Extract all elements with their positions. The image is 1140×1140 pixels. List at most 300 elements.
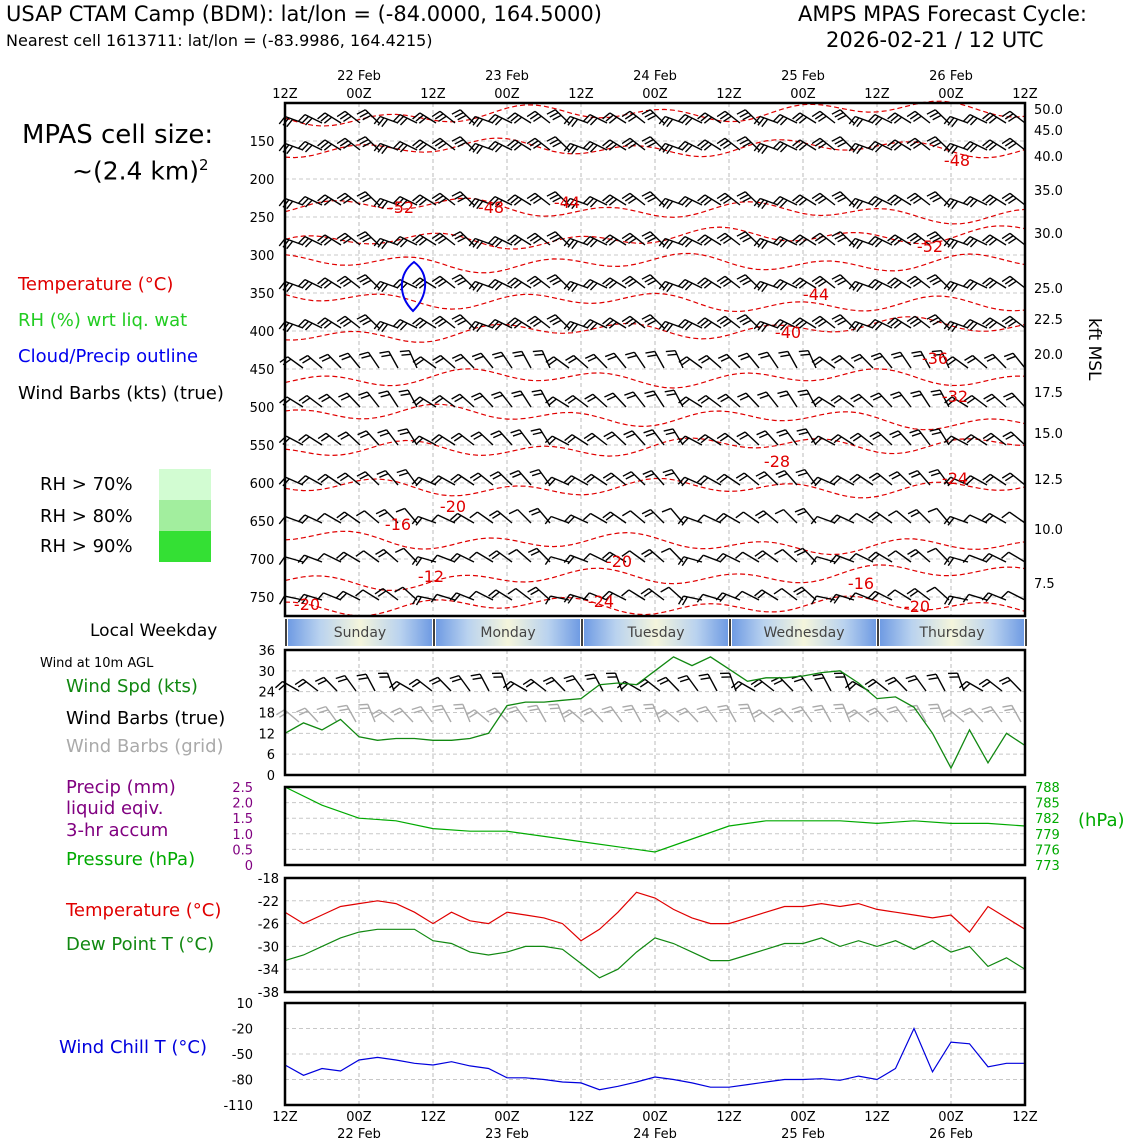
temperature-contour-label: -40 xyxy=(774,323,802,342)
grid-wind-barb xyxy=(371,708,394,729)
wind-barb xyxy=(400,348,417,372)
wind-barb xyxy=(1002,314,1025,335)
wind-barb xyxy=(527,274,550,295)
barb-shaft xyxy=(860,354,873,368)
top-time-label: 00Z xyxy=(790,87,816,102)
pressure-ytick-label: 785 xyxy=(1035,796,1060,812)
wind-barb xyxy=(888,509,911,530)
wind-barb xyxy=(869,471,892,492)
barb-shaft xyxy=(480,674,489,691)
wind-barb xyxy=(337,136,360,157)
barb-shaft xyxy=(780,708,793,722)
legend-windchill: Wind Chill T (°C) xyxy=(59,1037,207,1058)
barb-shaft xyxy=(499,431,512,445)
barb-shaft xyxy=(935,587,949,600)
wind-barb xyxy=(357,273,379,295)
barb-shaft xyxy=(705,435,721,445)
barb-shaft xyxy=(704,515,721,523)
barb-shaft xyxy=(919,430,930,445)
wind-barb xyxy=(907,109,930,130)
barb-shaft xyxy=(970,515,987,523)
barb-shaft xyxy=(766,392,778,407)
barb-shaft xyxy=(521,391,531,407)
wind-barb xyxy=(318,316,341,335)
barb-shaft xyxy=(286,436,303,445)
barb-shaft xyxy=(594,354,607,368)
barb-shaft xyxy=(1008,677,1021,691)
barb-shaft xyxy=(287,397,303,407)
barb-shaft xyxy=(440,396,455,407)
wind-barb xyxy=(963,594,987,609)
barb-shaft xyxy=(730,673,736,691)
barb-shaft xyxy=(522,351,531,368)
wind-barb xyxy=(642,135,664,157)
wind-barb xyxy=(678,556,702,571)
wind-barb xyxy=(512,349,531,373)
surface-wind-barb xyxy=(389,680,413,699)
wind-barb xyxy=(849,320,873,336)
barb-shaft xyxy=(629,590,645,600)
wind-barb xyxy=(413,193,436,212)
wind-ytick-label: 30 xyxy=(258,664,275,680)
wind-barb xyxy=(527,191,550,212)
wind-barb xyxy=(1002,109,1025,130)
temperature-contour-label: -20 xyxy=(293,595,321,614)
wind-barb xyxy=(547,108,569,130)
barb-shaft xyxy=(704,476,721,485)
wind-barb xyxy=(754,142,778,158)
barb-shaft xyxy=(1008,591,1025,600)
pressure-ytick-label: 779 xyxy=(1035,827,1060,843)
wind-barb xyxy=(469,280,493,296)
barb-shaft xyxy=(857,514,873,524)
barb-shaft xyxy=(896,707,907,722)
barb-shaft xyxy=(400,142,417,150)
wind-barb xyxy=(1003,391,1025,413)
barb-feather xyxy=(622,703,631,710)
barb-shaft xyxy=(400,708,413,722)
barb-shaft xyxy=(685,436,702,445)
wind-barb xyxy=(470,510,493,530)
barb-shaft xyxy=(305,708,318,722)
wind-barb xyxy=(279,476,303,493)
precip-ytick-label: 1.5 xyxy=(232,812,253,828)
wind-barb xyxy=(793,111,816,130)
barb-shaft xyxy=(497,551,512,562)
wind-barb xyxy=(532,388,550,412)
wind-barb xyxy=(831,433,854,453)
surface-wind-barb xyxy=(885,675,907,697)
wind-barb xyxy=(603,111,626,130)
pressure-tick-label: 700 xyxy=(249,553,275,568)
barb-shaft xyxy=(723,554,740,562)
barb-shaft xyxy=(345,473,360,485)
wind-barb xyxy=(890,390,911,413)
wind-barb xyxy=(451,431,474,452)
top-date-label: 26 Feb xyxy=(929,69,973,84)
wind-barb xyxy=(927,546,949,568)
wind-barb xyxy=(964,433,987,453)
bottom-date-label: 25 Feb xyxy=(781,1127,825,1140)
pressure-tick-label: 300 xyxy=(249,249,275,264)
wind-ytick-label: 0 xyxy=(266,769,275,784)
kft-axis-label: kft MSL xyxy=(1084,318,1104,381)
bottom-time-label: 12Z xyxy=(716,1110,742,1125)
surface-wind-barb xyxy=(999,675,1021,697)
barb-feather xyxy=(585,672,594,679)
wind-barb xyxy=(412,435,436,453)
wind-barb xyxy=(944,320,968,336)
wind-barb xyxy=(666,348,683,372)
barb-shaft xyxy=(573,396,588,407)
kft-tick-label: 12.5 xyxy=(1034,473,1063,488)
wind-barb xyxy=(944,115,968,131)
wind-barb xyxy=(489,509,512,530)
barb-shaft xyxy=(590,708,603,722)
barb-shaft xyxy=(970,708,983,722)
barb-shaft xyxy=(400,115,417,123)
barb-shaft xyxy=(540,429,550,445)
barb-feather xyxy=(717,703,726,710)
barb-feather xyxy=(799,348,808,354)
barb-shaft xyxy=(839,396,854,407)
wind-barb xyxy=(318,193,341,212)
barb-shaft xyxy=(442,705,451,722)
wind-barb xyxy=(717,314,740,335)
wind-barb xyxy=(909,468,930,491)
temperature-contour-label: -12 xyxy=(417,567,445,586)
temperature-contour-label: -48 xyxy=(477,198,505,217)
hpa-label: (hPa) xyxy=(1078,810,1125,831)
grid-wind-barb xyxy=(982,704,1002,727)
barb-shaft xyxy=(780,142,797,150)
barb-shaft xyxy=(936,674,945,691)
pressure-tick-label: 200 xyxy=(249,173,275,188)
temp-ytick-label: -30 xyxy=(257,940,279,956)
barb-shaft xyxy=(990,514,1006,524)
barb-shaft xyxy=(856,554,873,562)
wind-barb xyxy=(319,352,341,374)
windchill-ytick-label: -20 xyxy=(231,1022,253,1038)
grid-wind-barb xyxy=(846,708,869,729)
barb-shaft xyxy=(477,512,493,523)
wind-barb xyxy=(755,588,778,607)
kft-tick-label: 20.0 xyxy=(1034,348,1063,363)
wind-barb xyxy=(565,394,588,414)
pressure-tick-label: 600 xyxy=(249,477,275,492)
chart-title: USAP CTAM Camp (BDM): lat/lon = (-84.0000, 164.5000) xyxy=(6,2,602,26)
wind-barb xyxy=(907,136,930,157)
wind-barb xyxy=(622,588,645,607)
wind-barb xyxy=(511,427,531,450)
barb-feather xyxy=(358,702,367,708)
bottom-time-label: 12Z xyxy=(864,1110,890,1125)
barb-shaft xyxy=(762,590,778,600)
wind-barb xyxy=(757,390,778,413)
barb-shaft xyxy=(632,431,645,445)
wind-barb xyxy=(888,233,911,252)
temperature-contour-label: -24 xyxy=(587,592,615,611)
wind-barb xyxy=(758,350,778,373)
barb-shaft xyxy=(495,280,512,288)
kft-tick-label: 40.0 xyxy=(1034,150,1063,165)
wind-barb xyxy=(585,392,607,413)
barb-shaft xyxy=(347,393,360,407)
weekday-label: Tuesday xyxy=(627,625,685,641)
barb-shaft xyxy=(516,589,531,600)
surface-wind-barb xyxy=(409,677,432,698)
barb-feather xyxy=(545,515,551,524)
temperature-contour xyxy=(285,254,1025,273)
grid-wind-barb xyxy=(656,708,679,729)
bottom-date-label: 23 Feb xyxy=(485,1127,529,1140)
grid-wind-barb xyxy=(466,708,489,729)
surface-wind-barb xyxy=(834,670,850,694)
weekday-label: Thursday xyxy=(919,625,985,641)
barb-feather xyxy=(697,594,703,603)
kft-tick-label: 10.0 xyxy=(1034,523,1063,538)
barb-shaft xyxy=(685,115,702,123)
wind-barb xyxy=(717,231,740,252)
wind-barb xyxy=(662,506,683,529)
barb-shaft xyxy=(727,705,736,722)
wind-barb xyxy=(737,273,759,295)
wind-barb xyxy=(357,230,379,252)
wind-barb xyxy=(737,108,759,130)
wind-barb xyxy=(279,115,303,131)
wind-barb xyxy=(736,471,759,492)
barb-feather xyxy=(888,549,896,558)
wind-barb xyxy=(736,551,759,570)
barb-shaft xyxy=(666,677,679,691)
barb-shaft xyxy=(991,707,1002,722)
wind-barb xyxy=(564,474,588,493)
barb-feather xyxy=(453,702,462,708)
barb-shaft xyxy=(879,393,892,407)
barb-shaft xyxy=(970,320,987,328)
wind-barb xyxy=(698,433,721,453)
wind-barb xyxy=(432,109,455,130)
wind-barb xyxy=(336,590,360,608)
barb-shaft xyxy=(552,677,565,691)
wind-barb xyxy=(910,427,930,450)
wind-barb xyxy=(944,280,968,296)
top-time-label: 12Z xyxy=(272,87,298,102)
wind-barb xyxy=(888,276,911,295)
wind-barb xyxy=(470,471,493,492)
surface-wind-barb xyxy=(315,675,337,697)
wind-barb xyxy=(850,431,873,452)
wind-barb xyxy=(395,546,417,568)
legend-rh70: RH > 70% xyxy=(40,474,133,495)
wind-barb xyxy=(546,395,569,414)
barb-shaft xyxy=(610,512,626,523)
wind-barb xyxy=(1002,191,1025,212)
pressure-tick-label: 450 xyxy=(249,363,275,378)
legend-rh: RH (%) wrt liq. wat xyxy=(18,310,188,331)
barb-shaft xyxy=(675,351,683,368)
bottom-date-label: 26 Feb xyxy=(929,1127,973,1140)
barb-feather xyxy=(833,702,842,708)
barb-feather xyxy=(431,594,437,603)
barb-feather xyxy=(622,588,629,597)
barb-feather xyxy=(645,349,654,356)
wind-barb xyxy=(849,115,873,131)
wind-barb xyxy=(811,435,835,453)
wind-barb xyxy=(812,109,835,130)
wind-barb xyxy=(527,109,550,130)
barb-feather xyxy=(317,552,324,561)
top-time-label: 00Z xyxy=(494,87,520,102)
barb-shaft xyxy=(743,512,759,523)
barb-shaft xyxy=(877,473,892,485)
wind-barb xyxy=(564,237,588,253)
wind-barb xyxy=(622,136,645,157)
barb-shaft xyxy=(970,237,987,245)
barb-shaft xyxy=(876,552,892,562)
precip-ytick-label: 0 xyxy=(244,859,253,874)
wind-barb xyxy=(1002,274,1025,295)
wind-barb xyxy=(337,471,360,492)
surface-wind-barb xyxy=(906,673,926,696)
top-date-label: 23 Feb xyxy=(485,69,529,84)
wind-barb xyxy=(585,352,607,374)
wind-barb xyxy=(774,548,797,569)
barb-shaft xyxy=(542,351,550,368)
wind-barb xyxy=(697,594,721,609)
wind-barb xyxy=(452,190,474,212)
barb-feather xyxy=(738,702,747,708)
wind-barb xyxy=(432,274,455,295)
barb-shaft xyxy=(591,514,607,524)
wind-barb xyxy=(831,394,854,414)
wind-barb xyxy=(603,233,626,252)
barb-shaft xyxy=(1009,552,1025,562)
wind-barb xyxy=(698,111,721,130)
barb-shaft xyxy=(367,392,379,407)
wind-barb xyxy=(659,197,683,213)
wind-barb xyxy=(832,108,854,130)
wind-barb xyxy=(413,111,436,130)
top-date-label: 24 Feb xyxy=(633,69,677,84)
wind-barb xyxy=(279,320,303,336)
wind-barb xyxy=(642,273,664,295)
wind-barb xyxy=(603,316,626,335)
wind-barb xyxy=(755,509,778,530)
top-time-label: 12Z xyxy=(716,87,742,102)
kft-tick-label: 45.0 xyxy=(1034,124,1063,139)
wind-barb xyxy=(489,549,512,569)
wind-barb xyxy=(851,392,873,413)
wind-ytick-label: 18 xyxy=(258,706,275,722)
barb-shaft xyxy=(552,436,569,445)
barb-feather xyxy=(356,509,364,518)
wind-barb xyxy=(659,320,683,336)
kft-tick-label: 15.0 xyxy=(1034,427,1063,442)
barb-shaft xyxy=(590,320,607,328)
cell-size-text: ~(2.4 km) xyxy=(72,156,199,186)
bottom-date-label: 22 Feb xyxy=(337,1127,381,1140)
barb-shaft xyxy=(368,352,379,368)
legend-wind-spd: Wind Spd (kts) xyxy=(66,676,198,697)
pressure-ytick-label: 773 xyxy=(1035,859,1060,874)
surface-wind-barb xyxy=(492,670,508,694)
barb-feather xyxy=(798,388,807,395)
barb-shaft xyxy=(634,352,645,368)
pressure-tick-label: 400 xyxy=(249,325,275,340)
wind-barb xyxy=(812,136,835,157)
barb-shaft xyxy=(970,197,987,205)
barb-shaft xyxy=(439,435,455,445)
grid-wind-barb xyxy=(717,703,736,727)
wind-barb xyxy=(508,316,531,335)
wind-barb xyxy=(983,233,1006,252)
wind-barb xyxy=(678,476,702,493)
top-time-label: 00Z xyxy=(938,87,964,102)
barb-shaft xyxy=(495,115,512,123)
barb-feather xyxy=(356,549,364,558)
grid-wind-barb xyxy=(771,706,793,728)
surface-wind-barb xyxy=(979,677,1002,698)
barb-feather xyxy=(471,672,480,679)
wind-barb xyxy=(754,280,778,296)
barb-feather xyxy=(643,702,652,708)
bottom-time-label: 00Z xyxy=(494,1110,520,1125)
pressure-tick-label: 550 xyxy=(249,439,275,454)
barb-shaft xyxy=(900,352,911,368)
wind-barb xyxy=(431,474,455,493)
wind-barb xyxy=(698,316,721,335)
grid-wind-barb xyxy=(812,703,831,727)
wind-barb xyxy=(529,506,550,529)
barb-feather xyxy=(508,587,516,596)
barb-shaft xyxy=(288,357,303,368)
grid-wind-barb xyxy=(432,703,451,727)
barb-shaft xyxy=(571,515,588,523)
wind-barb xyxy=(357,108,379,130)
barb-feather xyxy=(280,595,285,604)
barb-feather xyxy=(661,546,670,554)
barb-feather xyxy=(1002,510,1010,519)
wind-barb xyxy=(698,233,721,252)
temperature-contour-label: -32 xyxy=(941,387,969,406)
barb-feather xyxy=(508,548,516,557)
bottom-date-label: 24 Feb xyxy=(633,1127,677,1140)
barb-feather xyxy=(583,552,590,561)
wind-barb xyxy=(622,314,645,335)
barb-shaft xyxy=(970,476,987,485)
wind-barb xyxy=(983,316,1006,335)
barb-shaft xyxy=(970,115,987,123)
surface-wind-barb xyxy=(450,673,470,696)
surface-wind-barb xyxy=(678,673,698,696)
top-time-label: 12Z xyxy=(420,87,446,102)
wind-barb xyxy=(491,429,512,451)
barb-shaft xyxy=(808,351,816,368)
tick-label-layer xyxy=(223,69,1062,1140)
wind-barb xyxy=(374,320,398,336)
temperature-contour-label: -44 xyxy=(802,285,830,304)
kft-tick-label: 7.5 xyxy=(1034,577,1055,592)
surface-wind-barb xyxy=(771,675,793,697)
barb-shaft xyxy=(389,351,398,368)
top-date-label: 22 Feb xyxy=(337,69,381,84)
legend-wind-barbs-true: Wind Barbs (true) xyxy=(66,708,226,729)
barb-feather xyxy=(532,388,541,395)
temperature-contour-label: -28 xyxy=(763,452,791,471)
barb-shaft xyxy=(421,357,436,368)
temp-ytick-label: -34 xyxy=(257,963,279,979)
